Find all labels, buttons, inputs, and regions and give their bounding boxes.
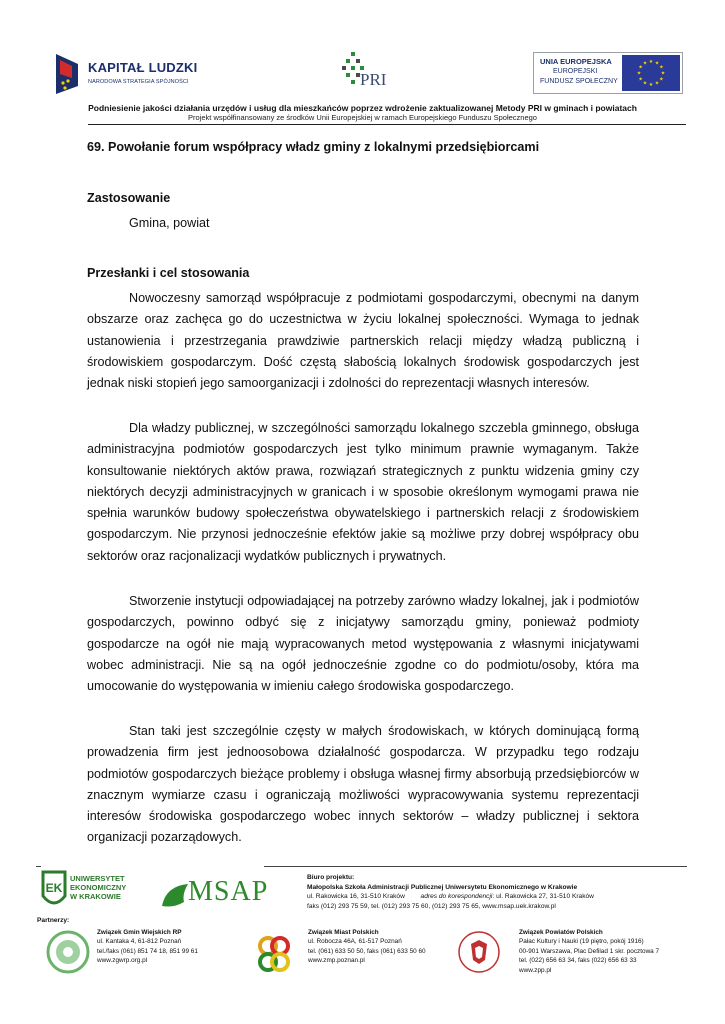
pri-label: PRI: [360, 70, 387, 89]
paragraph-4: Stan taki jest szczególnie częsty w małych środowiskach, w których dominującą formą prowadzenia firm jest jednoosobowa działalność gospodarcza. W przypadku tego rodzaju podmiotów gospodarczych bieżące problemy i obsługa własnej firmy absorbują przedsiębiorców w znacznym wymiarze czasu i ograniczają możliwości wypracowywania systemu reprezentacji interesów środowiska gospodarczego wobec innych sektorów – władzy publicznej i sektora organizacji pozarządowych.: [87, 724, 639, 845]
paragraph-1: Nowoczesny samorząd współpracuje z podmiotami gospodarczymi, obecnymi na danym obszarze oraz zachęca go do uczestnictwa w życiu lokalnej społeczności. Wymaga to jednak ustanowienia i przestrzegania prawdziwie partnerskich relacji między władzą publiczną i środowiskiem gospodarczym. Dość częstą słabością lokalnych środowisk gospodarczych jest jednak niski stopień jego samoorganizacji i zdolności do reprezentacji własnych interesów.: [87, 291, 639, 391]
svg-text:★: ★: [654, 80, 660, 87]
partner-name: Związek Powiatów Polskich: [519, 929, 603, 936]
project-title: Podniesienie jakości działania urzędów i usług dla mieszkańców poprzez wdrożenie zaktualizowanej Metody PRI w gminach i powiatach: [88, 103, 637, 113]
partner-zgwrp: [97, 928, 198, 966]
section-text-zastosowanie: Gmina, powiat: [129, 216, 210, 230]
eu-line-1: UNIA EUROPEJSKA: [540, 57, 612, 66]
biuro-contact: faks (012) 293 75 59, tel. (012) 293 75 60, (012) 293 75 65, www.msap.uek.krakow.pl: [307, 902, 556, 910]
partner-phone: tel. (022) 656 63 34, faks (022) 656 63 33: [519, 957, 637, 965]
kapital-ludzki-mark-icon: [52, 52, 82, 96]
uek-name: [70, 874, 126, 901]
uek-emblem-icon: [40, 870, 68, 912]
svg-text:★: ★: [638, 64, 643, 71]
page-header: [0, 0, 725, 128]
partner-website: www.zgwrp.org.pl: [97, 957, 148, 965]
project-office: [307, 873, 594, 911]
msap-label: MSAP: [188, 876, 269, 907]
biuro-corr-address: : ul. Rakowicka 27, 31-510 Kraków: [492, 893, 594, 900]
uek-logo: [40, 868, 160, 916]
svg-text:★: ★: [654, 60, 660, 67]
svg-text:EK: EK: [45, 881, 63, 895]
svg-text:★: ★: [642, 60, 648, 67]
eu-efs-logo: [533, 52, 683, 94]
zgwrp-logo-icon: [46, 930, 90, 974]
eu-flag-icon: [622, 55, 680, 91]
partner-address: ul. Robocza 46A, 61-517 Poznań: [308, 938, 402, 946]
biuro-name: Małopolska Szkoła Administracji Publicznej Uniwersytetu Ekonomicznego w Krakowie: [307, 883, 578, 891]
partner-address: Pałac Kultury i Nauki (19 piętro, pokój 1916): [519, 938, 644, 946]
svg-text:★: ★: [636, 70, 642, 77]
zpp-logo-icon: [456, 930, 502, 974]
msap-logo: [160, 874, 269, 914]
kapital-ludzki-subtitle: NARODOWA STRATEGIA SPÓJNOŚCI: [88, 79, 189, 85]
uek-line-1: UNIWERSYTET: [70, 874, 125, 883]
partner-name: Związek Miast Polskich: [308, 929, 379, 936]
partner-website: www.zmp.poznan.pl: [308, 957, 365, 965]
svg-text:★: ★: [648, 59, 654, 65]
partner-address: ul. Kantaka 4, 61-812 Poznań: [97, 938, 182, 946]
svg-text:★: ★: [659, 64, 664, 71]
svg-text:★: ★: [659, 76, 664, 83]
pri-logo: [340, 50, 390, 94]
partner-phone: tel. (061) 633 50 50, faks (061) 633 50 60: [308, 947, 426, 955]
zmp-logo-icon: [254, 934, 294, 974]
svg-text:★: ★: [642, 80, 648, 87]
kapital-ludzki-logo: [52, 52, 202, 96]
partners-label: Partnerzy:: [37, 917, 70, 924]
project-subtitle: Projekt współfinansowany ze środków Unii Europejskiej w ramach Europejskiego Funduszu Społecznego: [188, 113, 537, 122]
svg-text:★: ★: [638, 76, 643, 83]
section-heading-przeslanki: Przesłanki i cel stosowania: [87, 266, 250, 280]
partner-phone: tel./faks (061) 851 74 18, 851 99 61: [97, 947, 198, 955]
paragraph-2: Dla władzy publicznej, w szczególności samorządu lokalnego szczebla gminnego, obsługa administracyjna podmiotów gospodarczych jest tylko minimum prawnie wymaganym. Także konsultowanie niektórych aktów prawa, rozwiązań strategicznych z punktu widzenia gminy czy niektórych decyzji administracyjnych w granicach i w sposobie określonym wymogami prawa nie spełnia warunków budowy społeczeństwa obywatelskiego i partnerskich relacji z środowiskiem gospodarczym. Nie przynosi jednocześnie efektów jakie są możliwe przy dobrej współpracy obu sektorów oraz racjonalizacji wydatków publicznych i prywatnych.: [87, 421, 639, 563]
section-heading-zastosowanie: Zastosowanie: [87, 191, 171, 205]
svg-text:★: ★: [660, 70, 666, 77]
partner-name: Związek Gmin Wiejskich RP: [97, 929, 182, 936]
biuro-label: Biuro projektu:: [307, 874, 355, 881]
uek-line-3: W KRAKOWIE: [70, 892, 121, 901]
biuro-corr-label: adres do korespondencji: [420, 893, 493, 900]
eu-line-2: EUROPEJSKI: [553, 68, 598, 75]
biuro-address-line: [307, 892, 594, 902]
eu-line-3: FUNDUSZ SPOŁECZNY: [540, 78, 618, 85]
biuro-address: ul. Rakowicka 16, 31-510 Kraków: [307, 893, 405, 900]
footer-divider: [264, 866, 687, 867]
partner-zpp: [519, 928, 659, 975]
header-divider: [88, 124, 686, 125]
msap-leaf-icon: [160, 880, 190, 910]
paragraph-3: Stworzenie instytucji odpowiadającej na potrzeby zarówno władzy lokalnej, jak i podmiotów gospodarczych, powinno odbyć się z inicjatywy samorządu gminy, ponieważ podmioty gospodarcze na ogół nie mają wypracowanych metod występowania z własnymi inicjatywami wobec administracji. Nie są na ogół jednocześnie zgodne co do podmiotu/osoby, która ma umocowanie do występowania w imieniu całego środowiska gospodarczego.: [87, 594, 639, 694]
svg-text:★: ★: [648, 82, 654, 89]
uek-line-2: EKONOMICZNY: [70, 883, 127, 892]
eu-text-box: [536, 55, 621, 91]
partner-zmp: [308, 928, 426, 966]
partner-website: www.zpp.pl: [519, 966, 552, 974]
footer-dash: [36, 866, 41, 867]
document-title: 69. Powołanie forum współpracy władz gminy z lokalnymi przedsiębiorcami: [87, 140, 540, 154]
partner-address-2: 00-901 Warszawa, Plac Defilad 1 skr. pocztowa 7: [519, 947, 660, 955]
kapital-ludzki-title: KAPITAŁ LUDZKI: [88, 60, 198, 75]
